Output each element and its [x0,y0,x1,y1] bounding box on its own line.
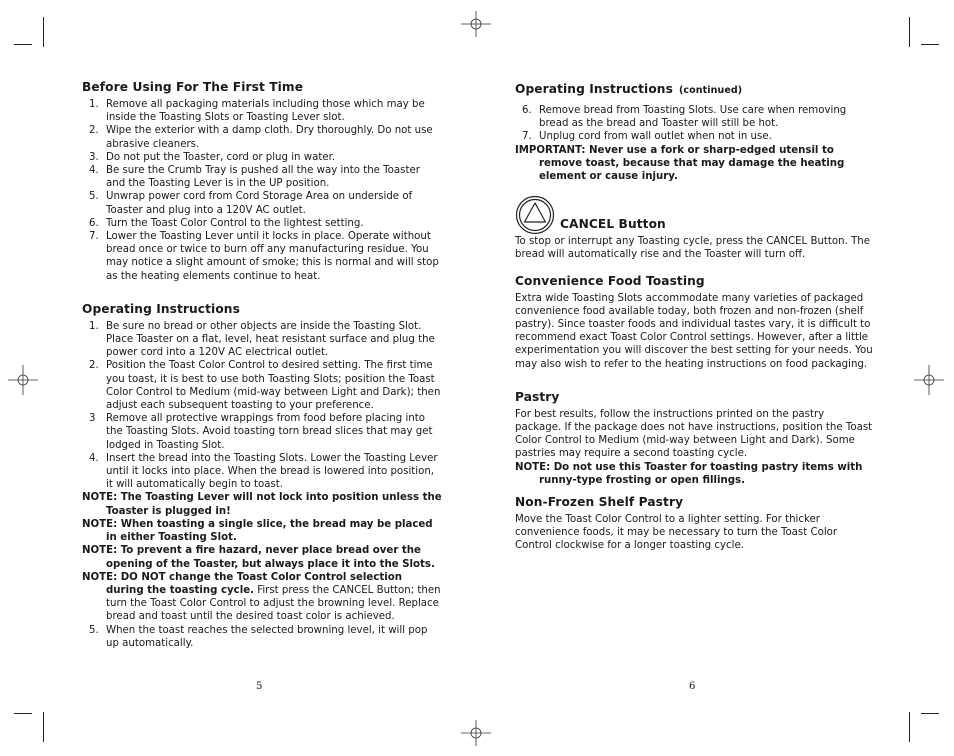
page-number-left: 5 [256,681,263,692]
cancel-button-title: CANCEL Button [560,217,666,232]
registration-mark-icon [461,718,491,748]
list-item: 4. Insert the bread into the Toasting Slots. Lower the Toasting Lever until it locks into place. When the bread is lowered into position, it will automatically begin to toast. [89,452,438,491]
registration-mark-icon [461,9,491,39]
crop-mark [909,712,910,742]
list-item: 6. Turn the Toast Color Control to the lightest setting. [89,217,364,229]
operating-cont-list [515,104,873,144]
pastry-note: NOTE: Do not use this Toaster for toasting pastry items with runny-type frosting or open fillings. [515,461,863,486]
operating-instructions-title: Operating Instructions [82,301,240,316]
list-item: 2. Position the Toast Color Control to desired setting. The first time you toast, it is best to use both Toasting Slots; position the Toast Color Control to Medium (mid-way between Light and Dark); then adjust each subsequent toasting to your preference. [89,360,441,412]
non-frozen-text: Move the Toast Color Control to a lighter setting. For thicker convenience foods, it may be necessary to turn the Toast Color Control clockwise for a longer toasting cycle. [515,514,838,552]
list-item: 6. Remove bread from Toasting Slots. Use care when removing bread as the bread and Toaster will still be hot. [522,105,847,130]
list-item: 4. Be sure the Crumb Tray is pushed all the way into the Toaster and the Toasting Lever is in the UP position. [89,165,420,190]
crop-mark [43,17,44,47]
operating-list-cont [82,624,442,650]
operating-list [82,320,442,492]
registration-mark-icon [914,365,944,395]
page-number-right: 6 [689,681,696,692]
important-note: IMPORTANT: Never use a fork or sharp-edged utensil to remove toast, because that may damage the heating element or cause injury. [515,144,845,183]
crop-mark [14,713,32,714]
crop-mark [921,713,939,714]
list-item: 5. Unwrap power cord from Cord Storage Area on underside of Toaster and plug into a 120V AC outlet. [89,191,413,216]
list-item: 3. Do not put the Toaster, cord or plug in water. [89,151,336,163]
list-item: 1. Be sure no bread or other objects are inside the Toasting Slot. Place Toaster on a flat, level, heat resistant surface and plug the power cord into a 120V AC electrical outlet. [89,320,435,359]
before-using-list [82,98,442,283]
note-lever: NOTE: The Toasting Lever will not lock into position unless the Toaster is plugged in! [82,492,442,517]
crop-mark [909,17,910,47]
pastry-title: Pastry [515,389,560,404]
operating-continued-title: Operating Instructions (continued) [515,82,743,96]
non-frozen-title: Non-Frozen Shelf Pastry [515,495,684,510]
registration-mark-icon [8,365,38,395]
list-item: 7. Lower the Toasting Lever until it locks in place. Operate without bread once or twice to burn off any manufacturing residue. You may notice a slight amount of smoke; this is normal and will stop as the heating elements continue to heat. [89,231,439,282]
crop-mark [43,712,44,742]
crop-mark [921,44,939,45]
list-item: 2. Wipe the exterior with a damp cloth. Dry thoroughly. Do not use abrasive cleaners. [89,125,433,150]
crop-mark [14,44,32,45]
list-item: 1. Remove all packaging materials including those which may be inside the Toasting Slots or Toasting Lever slot. [89,99,425,124]
note-single-slice: NOTE: When toasting a single slice, the bread may be placed in either Toasting Slot. [82,518,433,544]
list-item: 7. Unplug cord from wall outlet when not in use. [522,131,772,143]
note-fire-hazard: NOTE: To prevent a fire hazard, never place bread over the opening of the Toaster, but always place it into the Slots. [82,545,435,570]
convenience-title: Convenience Food Toasting [515,273,705,288]
convenience-text: Extra wide Toasting Slots accommodate many varieties of packaged convenience food available today, both frozen and non-frozen (shelf pastry). Since toaster foods and individual tastes vary, it is difficult to recommend exact Toast Color Control settings. However, after a little experimentation you will discover the best setting for your needs. You may also wish to refer to the heating instructions on food packaging. [515,292,873,370]
cancel-text: To stop or interrupt any Toasting cycle, press the CANCEL Button. The bread will automatically rise and the Toaster will turn off. [515,236,871,261]
list-item: 5. When the toast reaches the selected browning level, it will pop up automatically. [89,624,428,649]
pastry-text: For best results, follow the instructions printed on the pastry package. If the package does not have instructions, position the Toast Color Control to Medium (mid-way between Light and Dark). Some pastries may require a second toasting cycle. [515,408,873,460]
right-page [515,82,873,553]
cancel-heading-row [515,195,873,235]
cancel-button-icon [515,195,555,235]
list-item: 3 Remove all protective wrappings from food before placing into the Toasting Slots. Avoid toasting torn bread slices that may get lodged in Toasting Slot. [89,413,433,451]
before-using-title: Before Using For The First Time [82,80,304,94]
note-color-control: NOTE: DO NOT change the Toast Color Control selection during the toasting cycle. First press the CANCEL Button; then turn the Toast Color Control to adjust the browning level. Replace bread and toast until the desired toast color is achieved. [82,571,441,623]
left-page [82,80,442,650]
